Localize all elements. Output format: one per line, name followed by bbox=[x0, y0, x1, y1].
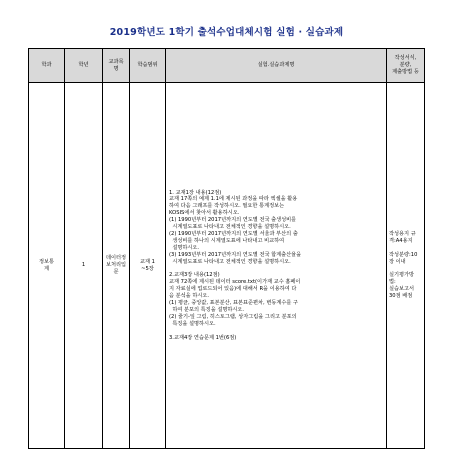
cell-course: 데이터정 보처리입 문 bbox=[103, 83, 130, 449]
format-notes-text: 작성용지 규 격:A4용지 작성분량:10 장 이내 실기평가방 법: 실습보고서 30점 배점 bbox=[389, 230, 418, 300]
cell-format-notes bbox=[387, 83, 425, 449]
assignment-text: 1. 교재1장 내용(12점) 교재 17쪽의 예제 1.1에 제시된 과정을 따라 엑셀을 활용 하여 다음 그래프를 작성하시오. 필요한 통계정보는 KOSIS에서 찾아서 활용하시오. (1) 1990년부터 2017년까지의 연도별 전국 출생성비를 시계열도표로 나타내고 전체적인 경향을 설명하시오. (2) 1990년부터 2017년까지의 연도별 서울과 부산의 출 생성비를 하나의 시계열도표에 나타내고 비교하여 설명하시오. (3) 1993년부터 2017년까지의 연도별 전국 합계출산율을 시계열도표로 나타내고 전체적인 경향을 설명하시오. 2.교재3장 내용(12점) 교재 72쪽에 제시된 데이터 score.txt(이가재 교수 홈페이 지 자료실에 업로드되어 있음)에 대해서 R을 이용하여 다 음 분석을 하시오. (1) 평균, 중앙값, 표본분산, 표본표준편차, 변동계수를 구 하여 분포의 특징을 설명하시오. (2) 줄기-잎 그림, 히스토그램, 상자그림을 그리고 분포의 특징을 설명하시오. 3.교재4장 연습문제 1번(6점) bbox=[169, 189, 302, 341]
header-assignment: 실험.실습과제명 bbox=[166, 49, 387, 83]
cell-dept: 정보통 계 bbox=[29, 83, 65, 449]
cell-scope: 교재 1 ~5장 bbox=[130, 83, 166, 449]
header-year: 학년 bbox=[65, 49, 103, 83]
cell-assignment-content bbox=[166, 83, 387, 449]
header-format: 작성서식, 분량, 제출방법 등 bbox=[387, 49, 425, 83]
page-title: 2019학년도 1학기 출석수업대체시험 실험 · 실습과제 bbox=[109, 27, 344, 38]
header-row bbox=[29, 49, 425, 83]
header-scope: 학습범위 bbox=[130, 49, 166, 83]
header-course: 교과목 명 bbox=[103, 49, 130, 83]
assignment-table bbox=[28, 48, 425, 449]
header-dept: 학과 bbox=[29, 49, 65, 83]
cell-year: 1 bbox=[65, 83, 103, 449]
table-row bbox=[29, 83, 425, 449]
